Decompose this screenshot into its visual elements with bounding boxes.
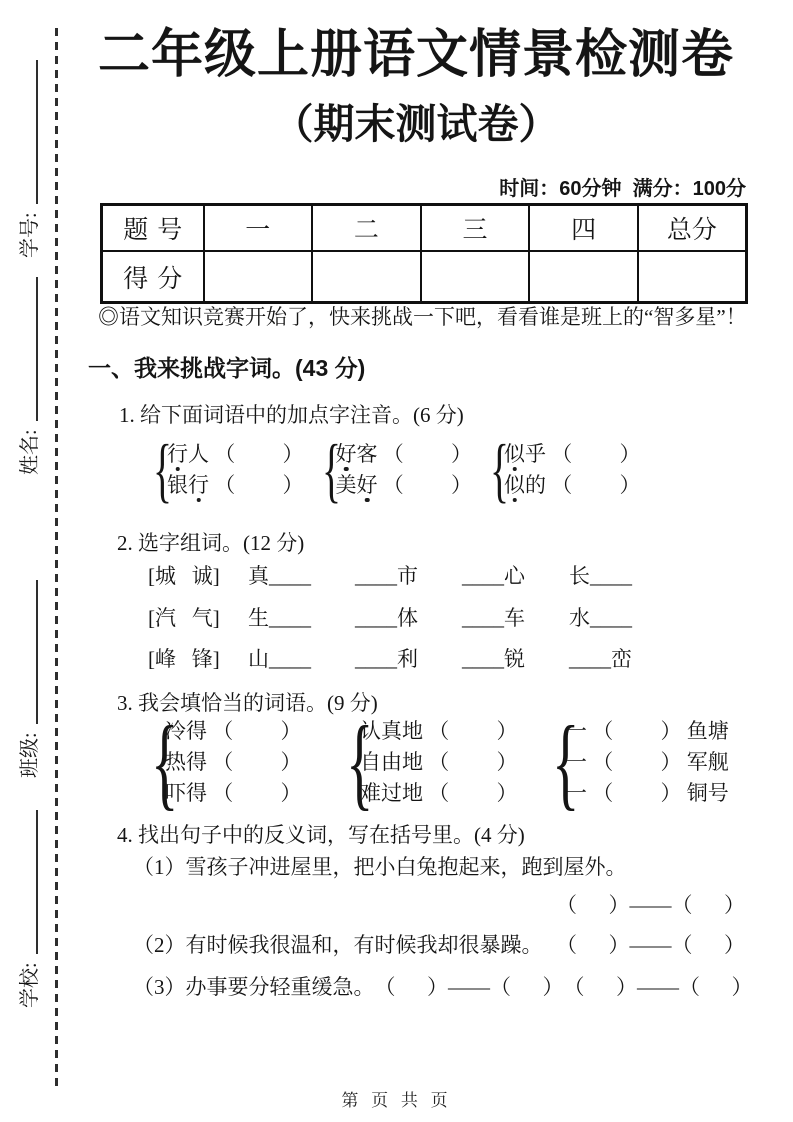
q2-blank-item: ____市 — [355, 564, 418, 588]
score-row-label: 得分 — [102, 251, 204, 303]
dotted-char: 似 — [504, 473, 525, 498]
left-brace-icon: { — [151, 705, 179, 820]
dotted-char: 行 — [188, 473, 209, 498]
q4-title: 4. 找出句子中的反义词，写在括号里。(4 分) — [117, 823, 525, 847]
q2-char-choices: [汽 气] — [148, 606, 220, 630]
q4-answer-3a: （ ）——（ ） — [374, 975, 564, 999]
q4-answer-2: （ ）——（ ） — [556, 933, 745, 957]
page-subtitle: （期末测试卷） — [272, 101, 560, 147]
q1-word-row: 银行 （ ） — [167, 473, 304, 498]
q2-blank-item: 水____ — [569, 606, 632, 630]
q2-blank-item: 山____ — [248, 647, 311, 671]
q3-group — [342, 705, 518, 820]
q1-pinyin-groups — [149, 430, 641, 510]
dotted-char: 似 — [504, 442, 525, 467]
dotted-char: 行 — [167, 442, 188, 467]
exam-meta: 时间：60分钟 满分：100分 — [499, 178, 746, 200]
q4-answer-1: （ ）——（ ） — [556, 893, 745, 917]
school-label: 学校: — [19, 962, 41, 1008]
q3-group — [548, 705, 729, 820]
q3-phrase-row: 一 （ ） 鱼塘 — [566, 719, 729, 744]
q2-blank-item: 长____ — [569, 564, 632, 588]
q2-title: 2. 选字组词。(12 分) — [117, 531, 305, 555]
q1-word-row: 好客 （ ） — [335, 442, 472, 467]
q3-phrase-row: 一 （ ） 铜号 — [566, 781, 729, 806]
page-title: 二年级上册语文情景检测卷 — [97, 26, 734, 84]
seal-student-no — [12, 58, 42, 258]
q3-phrase-row: 热得 （ ） — [165, 750, 302, 775]
q1-word-row: 似乎 （ ） — [504, 442, 641, 467]
footer-page-label: 第 页 共 页 — [341, 1091, 452, 1110]
q2-row — [148, 644, 632, 674]
q3-phrase-row: 冷得 （ ） — [165, 719, 302, 744]
score-header-cell: 总分 — [638, 205, 747, 252]
q2-blank-item: ____峦 — [569, 647, 632, 671]
q1-group — [486, 430, 641, 510]
q4-sentence-3-text: （3）办事要分轻重缓急。 — [133, 975, 375, 999]
school-write-line — [36, 810, 38, 954]
q3-group — [147, 705, 302, 820]
seal-school — [12, 808, 42, 1008]
score-header-cell: 二 — [312, 205, 421, 252]
score-header-cell: 三 — [421, 205, 530, 252]
name-write-line — [36, 277, 38, 421]
student-no-write-line — [36, 60, 38, 204]
score-table — [100, 203, 748, 304]
q2-char-choices: [峰 锋] — [148, 647, 220, 671]
left-brace-icon: { — [490, 430, 510, 510]
name-label: 姓名: — [19, 429, 41, 475]
q2-blank-item: 生____ — [248, 606, 311, 630]
student-no-label: 学号: — [19, 212, 41, 258]
score-header-cell: 题号 — [102, 205, 204, 252]
q2-blank-item: 真____ — [248, 564, 311, 588]
dotted-char: 好 — [335, 442, 357, 467]
left-brace-icon: { — [321, 430, 341, 510]
section-1-title: 一、我来挑战字词。(43 分) — [88, 355, 366, 381]
q4-sentence-2-text: （2）有时候我很温和，有时候我却很暴躁。 — [133, 933, 543, 957]
q3-phrase-row: 自由地 （ ） — [360, 750, 518, 775]
score-header-cell: 四 — [529, 205, 638, 252]
class-write-line — [36, 580, 38, 724]
score-table-header-row — [102, 205, 747, 252]
q1-word-row: 美好 （ ） — [335, 473, 472, 498]
q3-title: 3. 我会填恰当的词语。(9 分) — [117, 691, 378, 715]
left-brace-icon: { — [346, 705, 374, 820]
q3-phrase-row: 一 （ ） 军舰 — [566, 750, 729, 775]
q2-char-choices: [城 诚] — [148, 564, 220, 588]
q2-blank-item: ____利 — [355, 647, 418, 671]
seal-dashed-line — [55, 28, 58, 1090]
q2-blank-item: ____车 — [462, 606, 525, 630]
score-empty-cell — [421, 251, 530, 303]
q3-phrase-row: 吓得 （ ） — [165, 781, 302, 806]
left-brace-icon: { — [153, 430, 173, 510]
left-brace-icon: { — [552, 705, 580, 820]
score-table-score-row — [102, 251, 747, 303]
q2-row — [148, 561, 632, 591]
q3-phrase-row: 认真地 （ ） — [360, 719, 518, 744]
score-empty-cell — [204, 251, 313, 303]
class-label: 班级: — [19, 732, 41, 778]
q1-title: 1. 给下面词语中的加点字注音。(6 分) — [119, 403, 464, 427]
score-empty-cell — [638, 251, 747, 303]
q2-blank-item: ____心 — [462, 564, 525, 588]
q2-blank-item: ____体 — [355, 606, 418, 630]
q3-phrase-row: 难过地 （ ） — [360, 781, 518, 806]
q1-group — [149, 430, 304, 510]
q4-sentence-1: （1）雪孩子冲进屋里，把小白兔抱起来，跑到屋外。 — [133, 855, 627, 879]
score-header-cell: 一 — [204, 205, 313, 252]
q4-sentence-3 — [133, 971, 753, 1001]
seal-name — [12, 275, 42, 475]
q1-word-row: 行人 （ ） — [167, 442, 304, 467]
intro-note: ◎语文知识竞赛开始了，快来挑战一下吧，看看谁是班上的“智多星”！ — [98, 305, 747, 329]
q4-sentence-2 — [133, 929, 745, 959]
dotted-char: 好 — [356, 473, 378, 498]
q4-answer-3b: （ ）——（ ） — [563, 975, 753, 999]
score-empty-cell — [312, 251, 421, 303]
q1-word-row: 似的 （ ） — [504, 473, 641, 498]
score-empty-cell — [529, 251, 638, 303]
q1-group — [318, 430, 473, 510]
seal-class — [12, 578, 42, 778]
q2-row — [148, 603, 632, 633]
q2-blank-item: ____锐 — [462, 647, 525, 671]
